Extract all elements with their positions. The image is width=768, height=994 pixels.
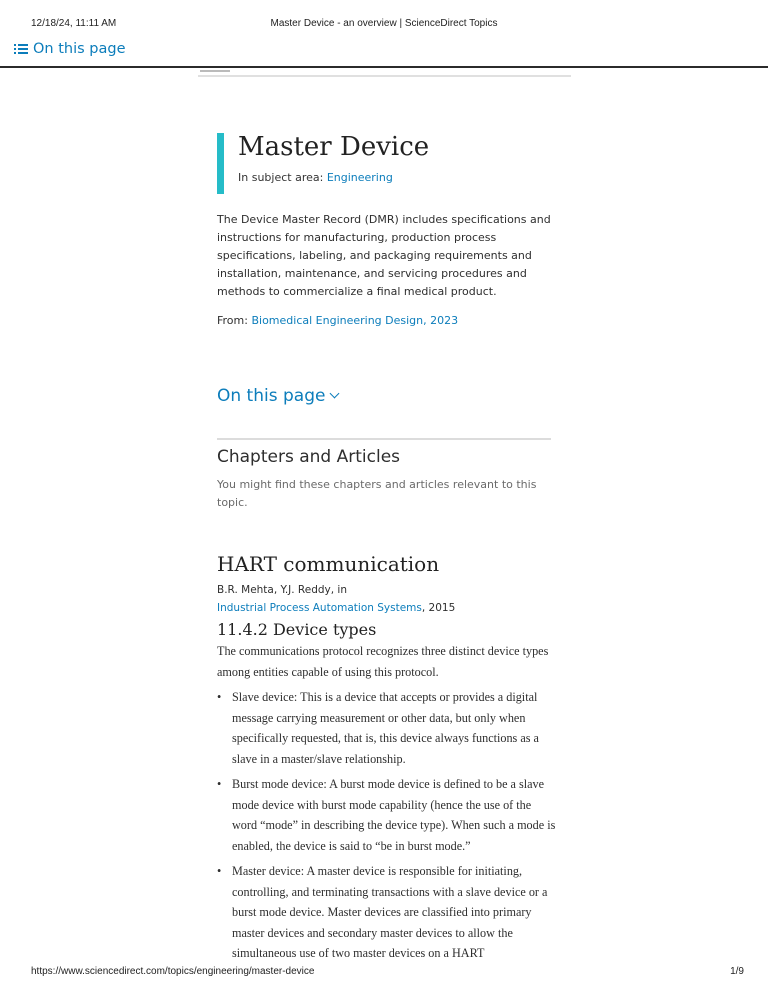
topic-header [217,133,429,194]
topic-definition: The Device Master Record (DMR) includes specifications and instructions for manufacturing, production process specifications, labeling, and packaging requirements and installation, maintenance, and servicing procedures and methods to commercialize a final medical product. [217,213,551,298]
article-source-link[interactable]: Industrial Process Automation Systems [217,602,422,614]
subject-area-label: In subject area: [238,171,327,184]
article-card [217,551,557,969]
chapters-section-title: Chapters and Articles [217,447,401,467]
list-item: • Master device: A master device is responsible for initiating, controlling, and terminating transactions with a slave device or a burst mode device. Master devices are classified into primary master devices and secondary master devices to allow the simultaneous use of two master devices on a HART [217,861,557,964]
list-icon [14,43,29,55]
subject-area-link[interactable]: Engineering [326,171,393,184]
page-title: Master Device [238,132,430,162]
definition-source-link[interactable]: Biomedical Engineering Design, 2023 [251,314,459,327]
clipped-content-fragment [200,70,230,72]
list-item: • Slave device: This is a device that accepts or provides a digital message carrying measurement or other data, but only when specifically requested, that is, this device always functions as a slave in a master/slave relationship. [217,687,557,769]
article-source [217,599,557,617]
article-source-year: , 2015 [421,602,456,614]
on-this-page-toggle-label: On this page [217,386,326,406]
article-intro: The communications protocol recognizes three distinct device types among entities capable of using this protocol. [217,644,549,679]
chapters-section-subtitle: You might find these chapters and articles relevant to this topic. [217,478,537,509]
definition-source [217,314,458,327]
article-title[interactable]: HART communication [217,552,440,576]
sticky-nav-bar [0,38,768,68]
chevron-down-icon [330,389,340,399]
divider [198,75,571,77]
print-datetime: 12/18/24, 11:11 AM [31,18,117,29]
print-header [0,0,768,40]
device-types-list [217,687,557,964]
list-item: • Burst mode device: A burst mode device is defined to be a slave mode device with burst mode capability (hence the use of the word “mode” in describing the device type). When such a mode is enabled, the device is said to “be in burst mode.” [217,774,557,856]
definition-source-label: From: [217,314,252,327]
article-section-heading: 11.4.2 Device types [217,620,377,639]
on-this-page-toggle[interactable] [217,386,338,406]
print-page-number: 1/9 [730,966,744,977]
article-authors: B.R. Mehta, Y.J. Reddy, in [217,584,348,596]
print-document-title: Master Device - an overview | ScienceDirect Topics [270,18,498,29]
on-this-page-sticky-button[interactable] [14,41,126,57]
on-this-page-sticky-label: On this page [33,41,126,57]
print-url: https://www.sciencedirect.com/topics/engineering/master-device [31,966,315,977]
subject-area [238,171,429,184]
section-divider [217,438,551,440]
